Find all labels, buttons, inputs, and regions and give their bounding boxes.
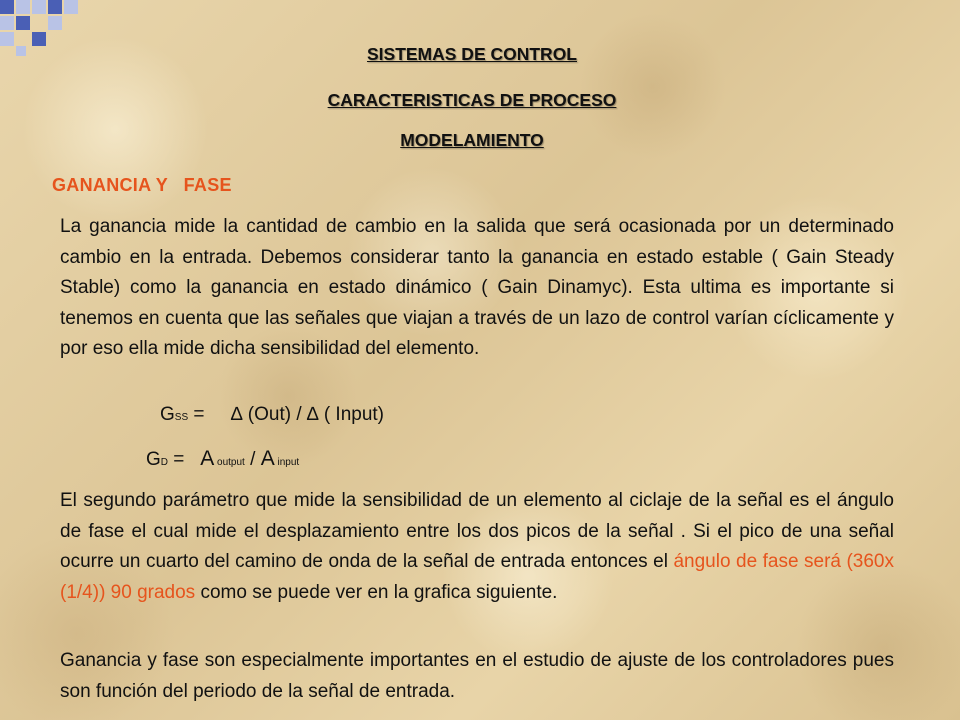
section-title: GANANCIA Y FASE (52, 175, 232, 195)
formula-equals: = (168, 449, 201, 470)
formula-steady-gain (160, 404, 384, 426)
header-line-3: MODELAMIENTO (400, 130, 544, 150)
paragraph-gain: La ganancia mide la cantidad de cambio en la salida que será ocasionada por un determinado cambio en la entrada. Debemos considerar tanto la ganancia en estado estable ( Gain Steady Stable) como la ganancia en estado dinámico ( Gain Dinamyc). Esta ultima es importante si tenemos en cuenta que las señales que viajan a través de un lazo de control varían cíclicamente y por eso ella mide dicha sensibilidad del elemento. (60, 216, 894, 359)
formula-amplitude: A (200, 447, 215, 470)
formula-amplitude: A (260, 447, 275, 470)
formula-dynamic-gain (146, 447, 299, 471)
paragraph-phase-text: como se puede ver en la grafica siguiente. (195, 581, 558, 603)
deco-square (0, 0, 14, 14)
header-line-2: CARACTERISTICAS DE PROCESO (327, 90, 617, 110)
paragraph-phase (60, 486, 894, 608)
deco-square (64, 0, 78, 14)
deco-square (0, 16, 14, 30)
formula-subscript: input (274, 457, 300, 468)
deco-square (48, 16, 62, 30)
formula-symbol: G (146, 449, 161, 470)
paragraph-phase-text: El segundo parámetro que mide la sensibilidad de un elemento al ciclaje de la señal es el ángulo de fase el cual mide el desplazamiento entre los dos picos de la señal . Si el pico de una señal ocurre un cuarto del camino de onda de la señal de entrada entonces el (60, 490, 894, 572)
deco-square (48, 0, 62, 14)
formula-divide: / (244, 449, 261, 470)
deco-square (32, 0, 46, 14)
formula-subscript: output (214, 457, 245, 468)
formula-subscript: D (160, 457, 169, 468)
deco-square (16, 16, 30, 30)
formula-subscript: SS (174, 412, 189, 423)
deco-square (16, 0, 30, 14)
formula-symbol: G (160, 404, 175, 425)
formula-expression: = ∆ (Out) / ∆ ( Input) (188, 404, 385, 425)
phase-angle-highlight: ángulo de fase será (360x (1/4)) 90 grados (60, 551, 894, 603)
header-line-1: SISTEMAS DE CONTROL (366, 44, 577, 64)
paragraph-conclusion: Ganancia y fase son especialmente importantes en el estudio de ajuste de los controladores pues son función del periodo de la señal de entrada. (60, 650, 894, 702)
